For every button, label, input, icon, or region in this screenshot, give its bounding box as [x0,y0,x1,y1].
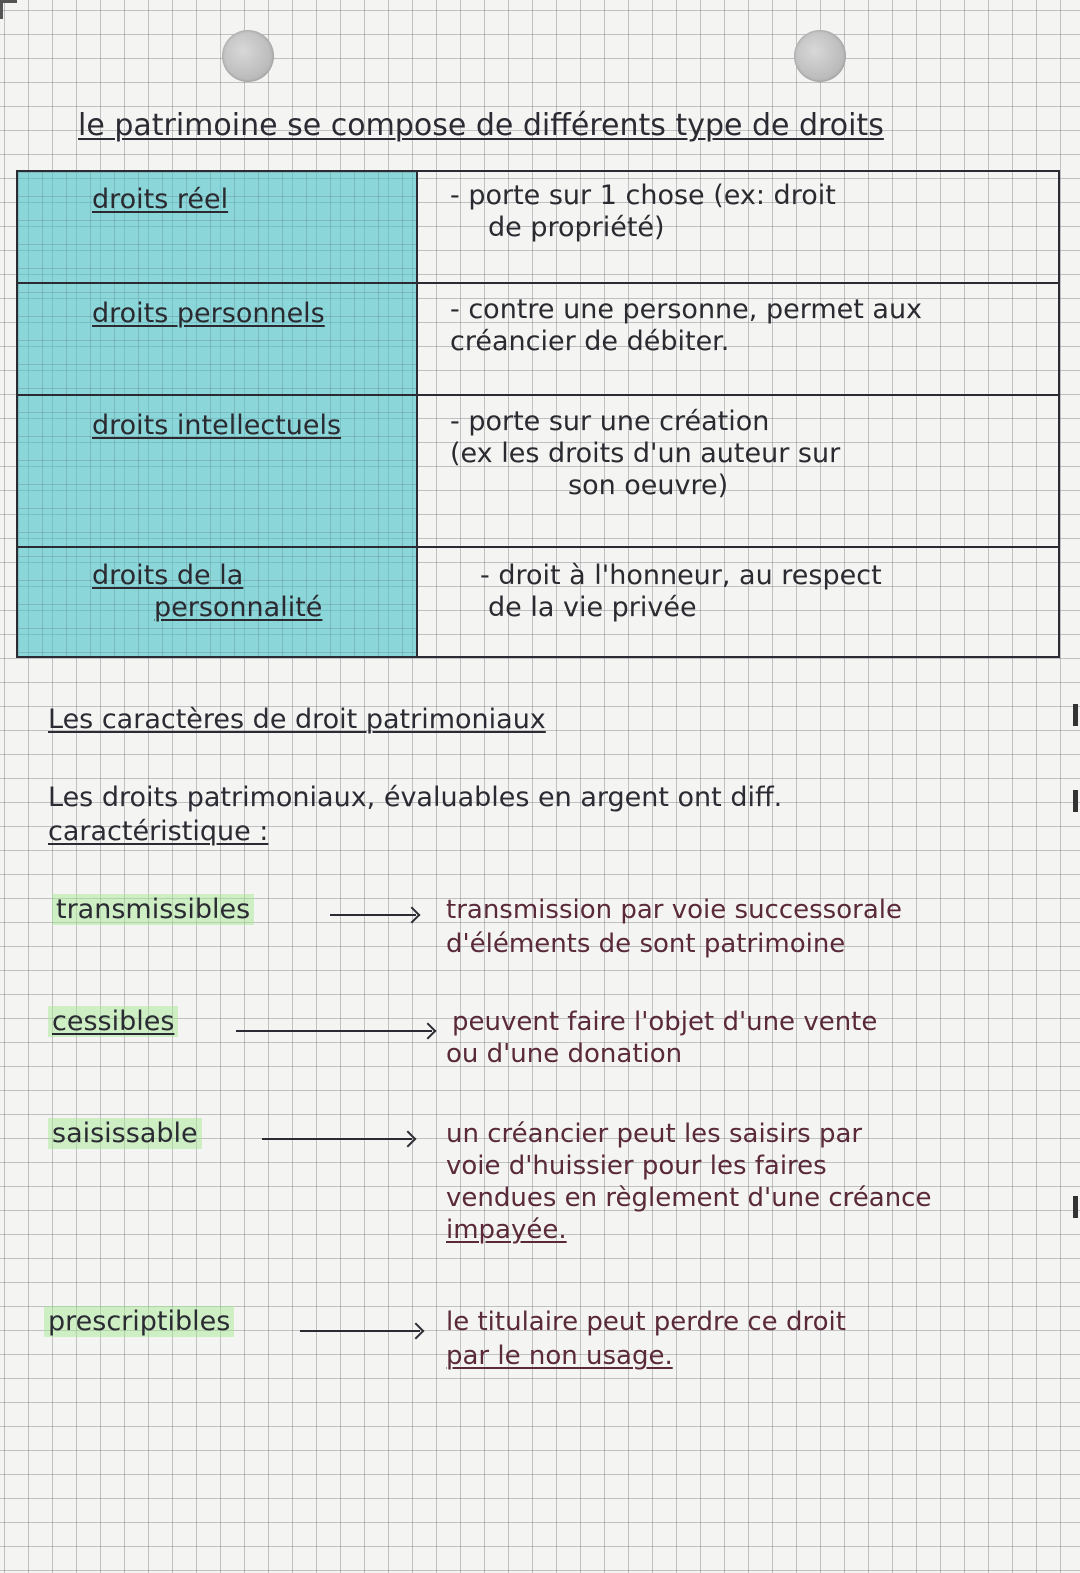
characteristic-def-transmissibles-line-1: transmission par voie successorale [446,895,902,925]
table-row-3-term: droits intellectuels [92,410,342,441]
characteristic-def-saisissable-line-3: vendues en règlement d'une créance [446,1183,932,1213]
table-row-divider [18,546,1058,548]
arrow-icon [330,914,416,916]
section-intro-line-2: caractéristique : [48,816,269,847]
characteristic-term-prescriptibles: prescriptibles [44,1308,234,1336]
arrow-icon [236,1030,432,1032]
characteristic-term-transmissibles: transmissibles [52,896,254,924]
table-row-2-desc-line-2: créancier de débiter. [450,326,730,357]
characteristic-def-prescriptibles-line-2: par le non usage. [446,1341,673,1371]
binder-hole-left [222,30,274,82]
table-row-3-desc-line-2: (ex les droits d'un auteur sur [450,438,841,469]
table-row-1-desc-line-1: - porte sur 1 chose (ex: droit [450,180,836,211]
table-row-1-term: droits réel [92,184,229,215]
table-row-divider [18,394,1058,396]
characteristic-def-saisissable-line-2: voie d'huissier pour les faires [446,1151,827,1181]
table-row-2-desc-line-1: - contre une personne, permet aux [450,294,923,325]
rights-table [16,170,1060,658]
table-row-1-desc-line-2: de propriété) [488,212,665,243]
characteristic-def-cessibles-line-2: ou d'une donation [446,1039,683,1069]
edge-mark [1073,1196,1078,1218]
arrow-icon [262,1138,412,1140]
table-row-2-term: droits personnels [92,298,325,329]
page-title: le patrimoine se compose de différents type de droits [78,108,884,143]
characteristic-term-cessibles: cessibles [48,1008,178,1036]
table-row-4-term-line-1: droits de la [92,560,244,591]
characteristic-def-saisissable-line-1: un créancier peut les saisirs par [446,1119,863,1149]
section-heading: Les caractères de droit patrimoniaux [48,704,546,735]
table-row-4-term-line-2: personnalité [154,592,323,623]
edge-mark [1073,790,1078,812]
edge-mark [1073,704,1078,726]
table-row-4-desc-line-1: - droit à l'honneur, au respect [480,560,882,591]
table-row-4-desc-line-2: de la vie privée [488,592,697,623]
table-row-3-desc-line-1: - porte sur une création [450,406,770,437]
binder-hole-right [794,30,846,82]
table-row-3-desc-line-3: son oeuvre) [568,470,729,501]
section-intro-line-1: Les droits patrimoniaux, évaluables en argent ont diff. [48,782,783,813]
table-row-divider [18,282,1058,284]
characteristic-def-cessibles-line-1: peuvent faire l'objet d'une vente [452,1007,878,1037]
characteristic-def-transmissibles-line-2: d'éléments de sont patrimoine [446,929,846,959]
corner-mark [0,0,17,19]
table-column-divider [416,172,418,656]
characteristic-def-prescriptibles-line-1: le titulaire peut perdre ce droit [446,1307,846,1337]
characteristic-term-saisissable: saisissable [48,1120,202,1148]
arrow-icon [300,1330,420,1332]
characteristic-def-saisissable-line-4: impayée. [446,1215,567,1245]
